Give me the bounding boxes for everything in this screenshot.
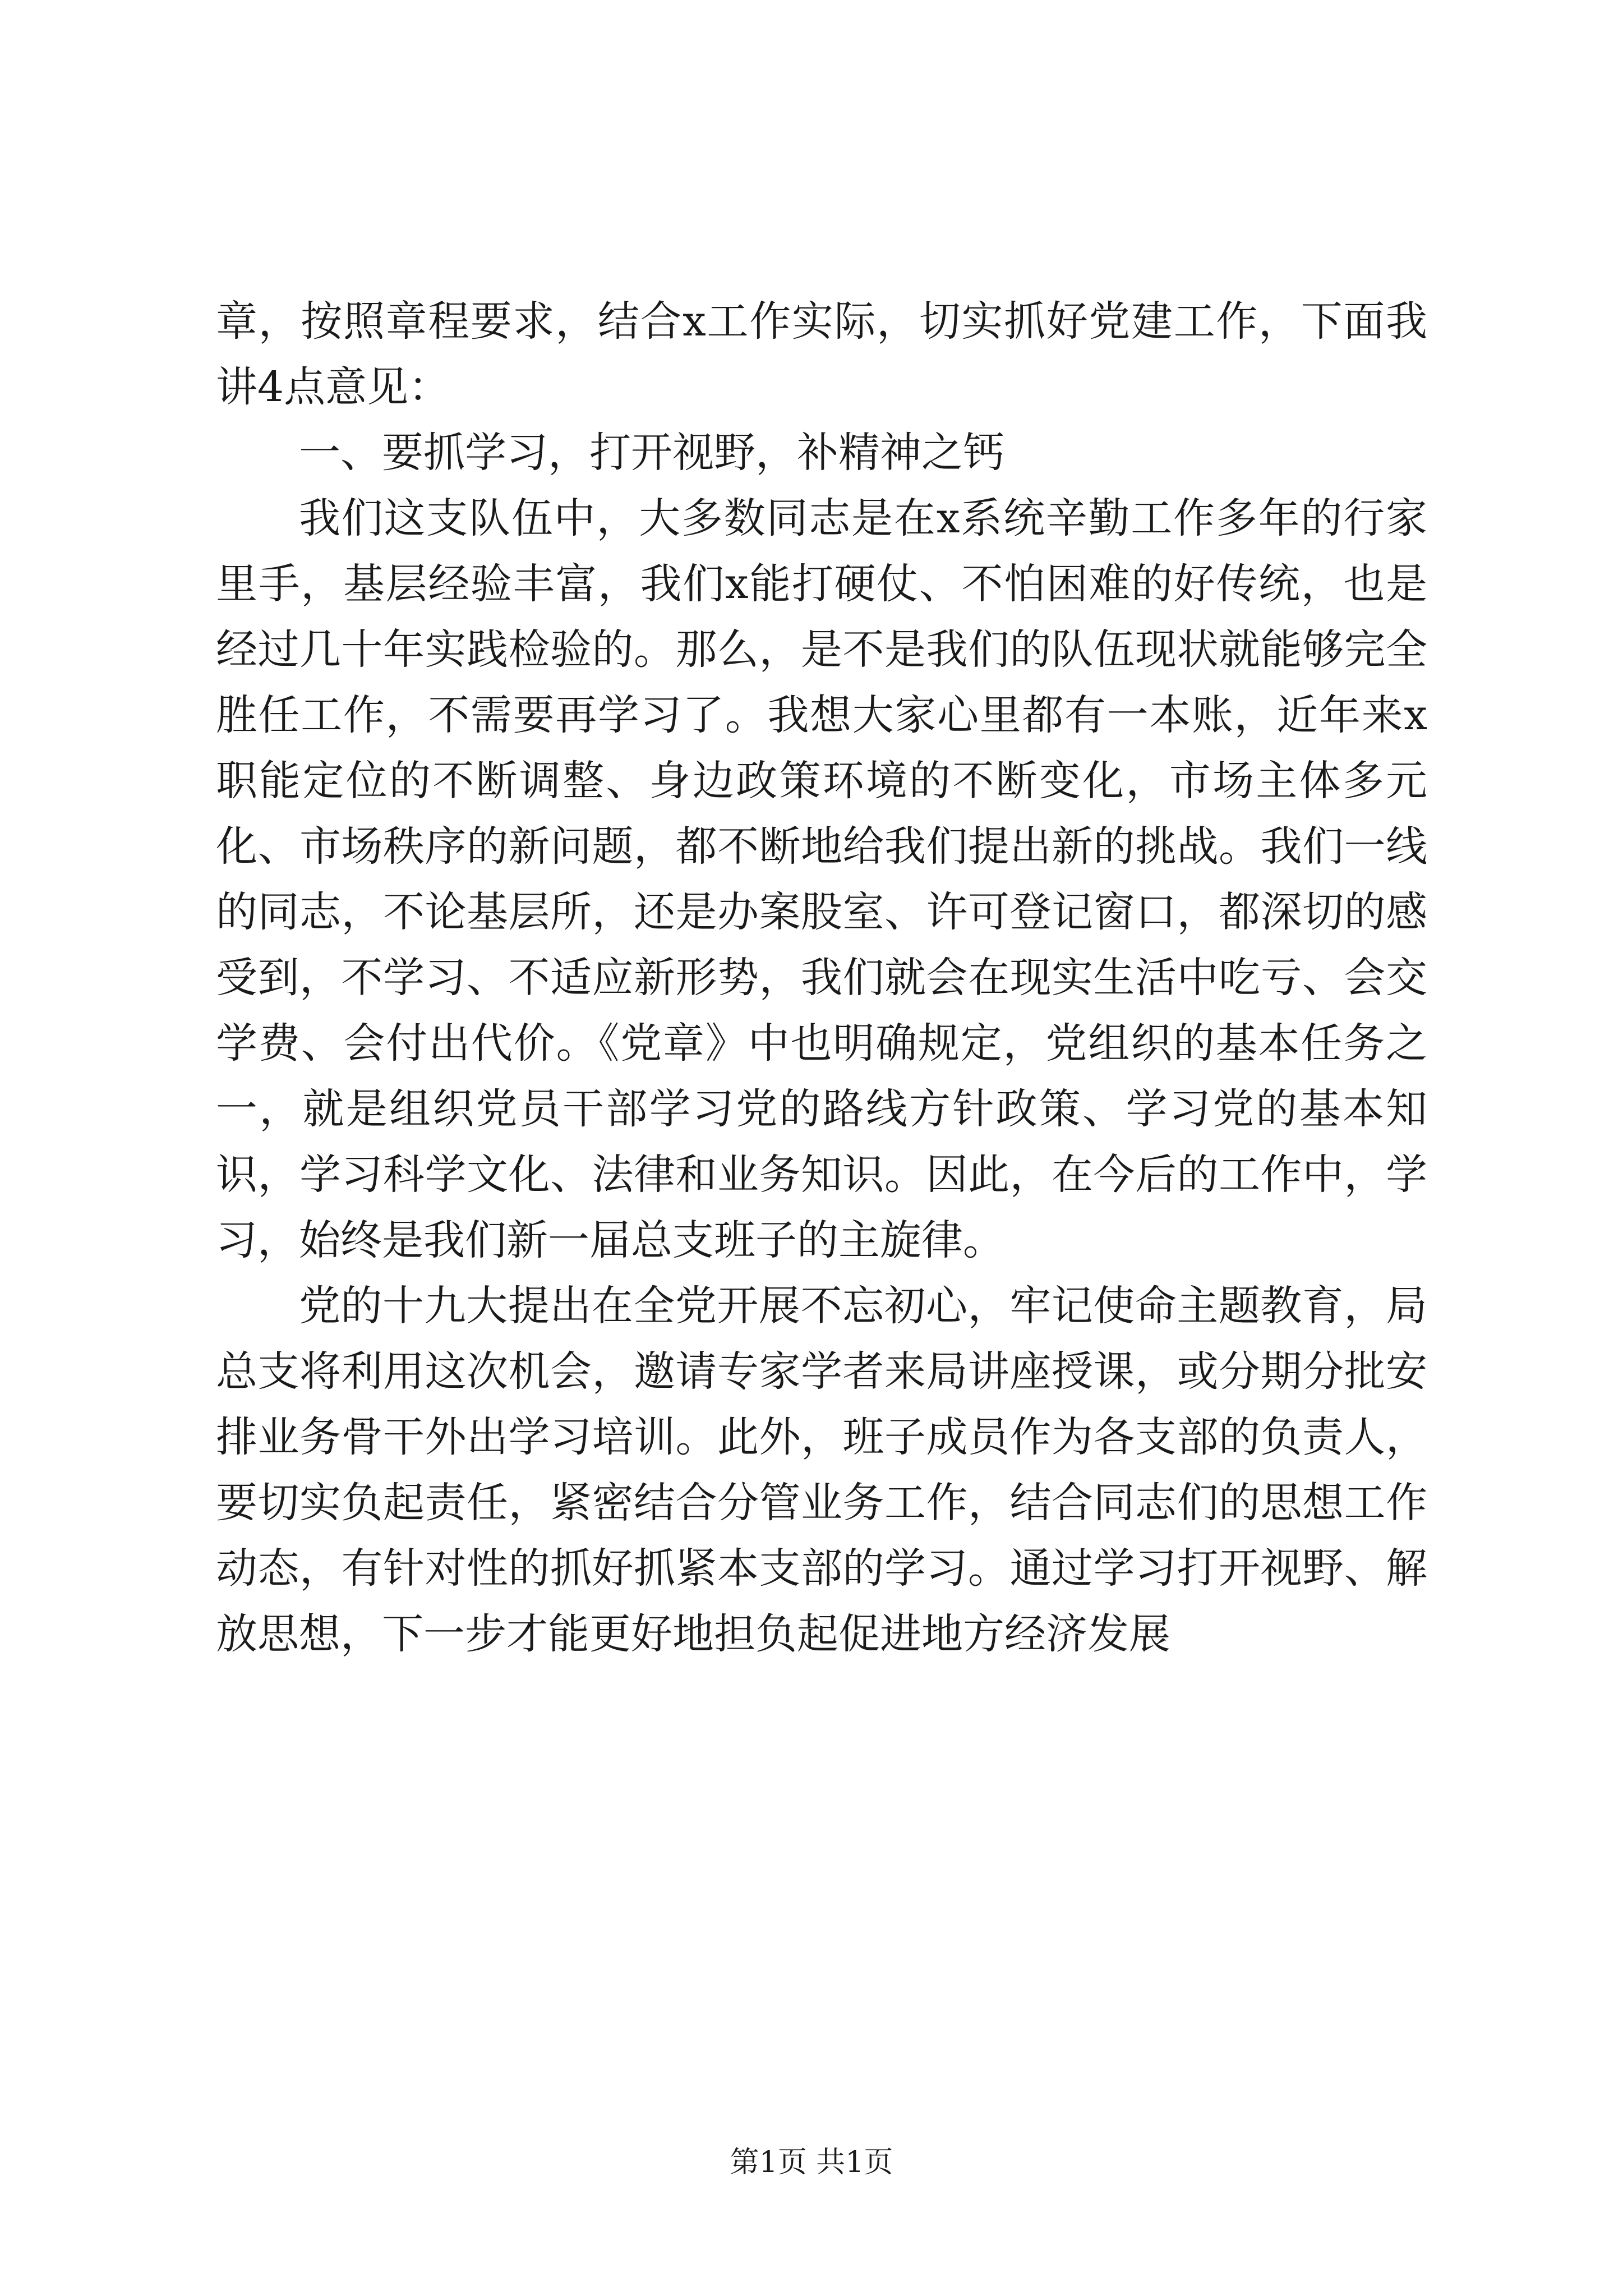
paragraph: 我们这支队伍中，大多数同志是在x系统辛勤工作多年的行家里手，基层经验丰富，我们x能打硬仗、不怕困难的好传统，也是经过几十年实践检验的。那么，是不是我们的队伍现状就能够完全胜任工作，不需要再学习了。我想大家心里都有一本账，近年来x职能定位的不断调整、身边政策环境的不断变化，市场主体多元化、市场秩序的新问题，都不断地给我们提出新的挑战。我们一线的同志，不论基层所，还是办案股室、许可登记窗口，都深切的感受到，不学习、不适应新形势，我们就会在现实生活中吃亏、会交学费、会付出代价。《党章》中也明确规定，党组织的基本任务之一，就是组织党员干部学习党的路线方针政策、学习党的基本知识，学习科学文化、法律和业务知识。因此，在今后的工作中，学习，始终是我们新一届总支班子的主旋律。 xyxy=(216,494,1427,1264)
document-body xyxy=(216,289,1427,1667)
section-heading: 一、要抓学习，打开视野，补精神之钙 xyxy=(299,429,1004,477)
paragraph-continuation: 章，按照章程要求，结合x工作实际，切实抓好党建工作，下面我讲4点意见： xyxy=(216,297,1427,411)
page-footer: 第1页 共1页 xyxy=(730,2146,893,2179)
paragraph: 党的十九大提出在全党开展不忘初心，牢记使命主题教育，局总支将利用这次机会，邀请专家学者来局讲座授课，或分期分批安排业务骨干外出学习培训。此外，班子成员作为各支部的负责人，要切实负起责任，紧密结合分管业务工作，结合同志们的思想工作动态，有针对性的抓好抓紧本支部的学习。通过学习打开视野、解放思想，下一步才能更好地担负起促进地方经济发展 xyxy=(216,1282,1427,1658)
